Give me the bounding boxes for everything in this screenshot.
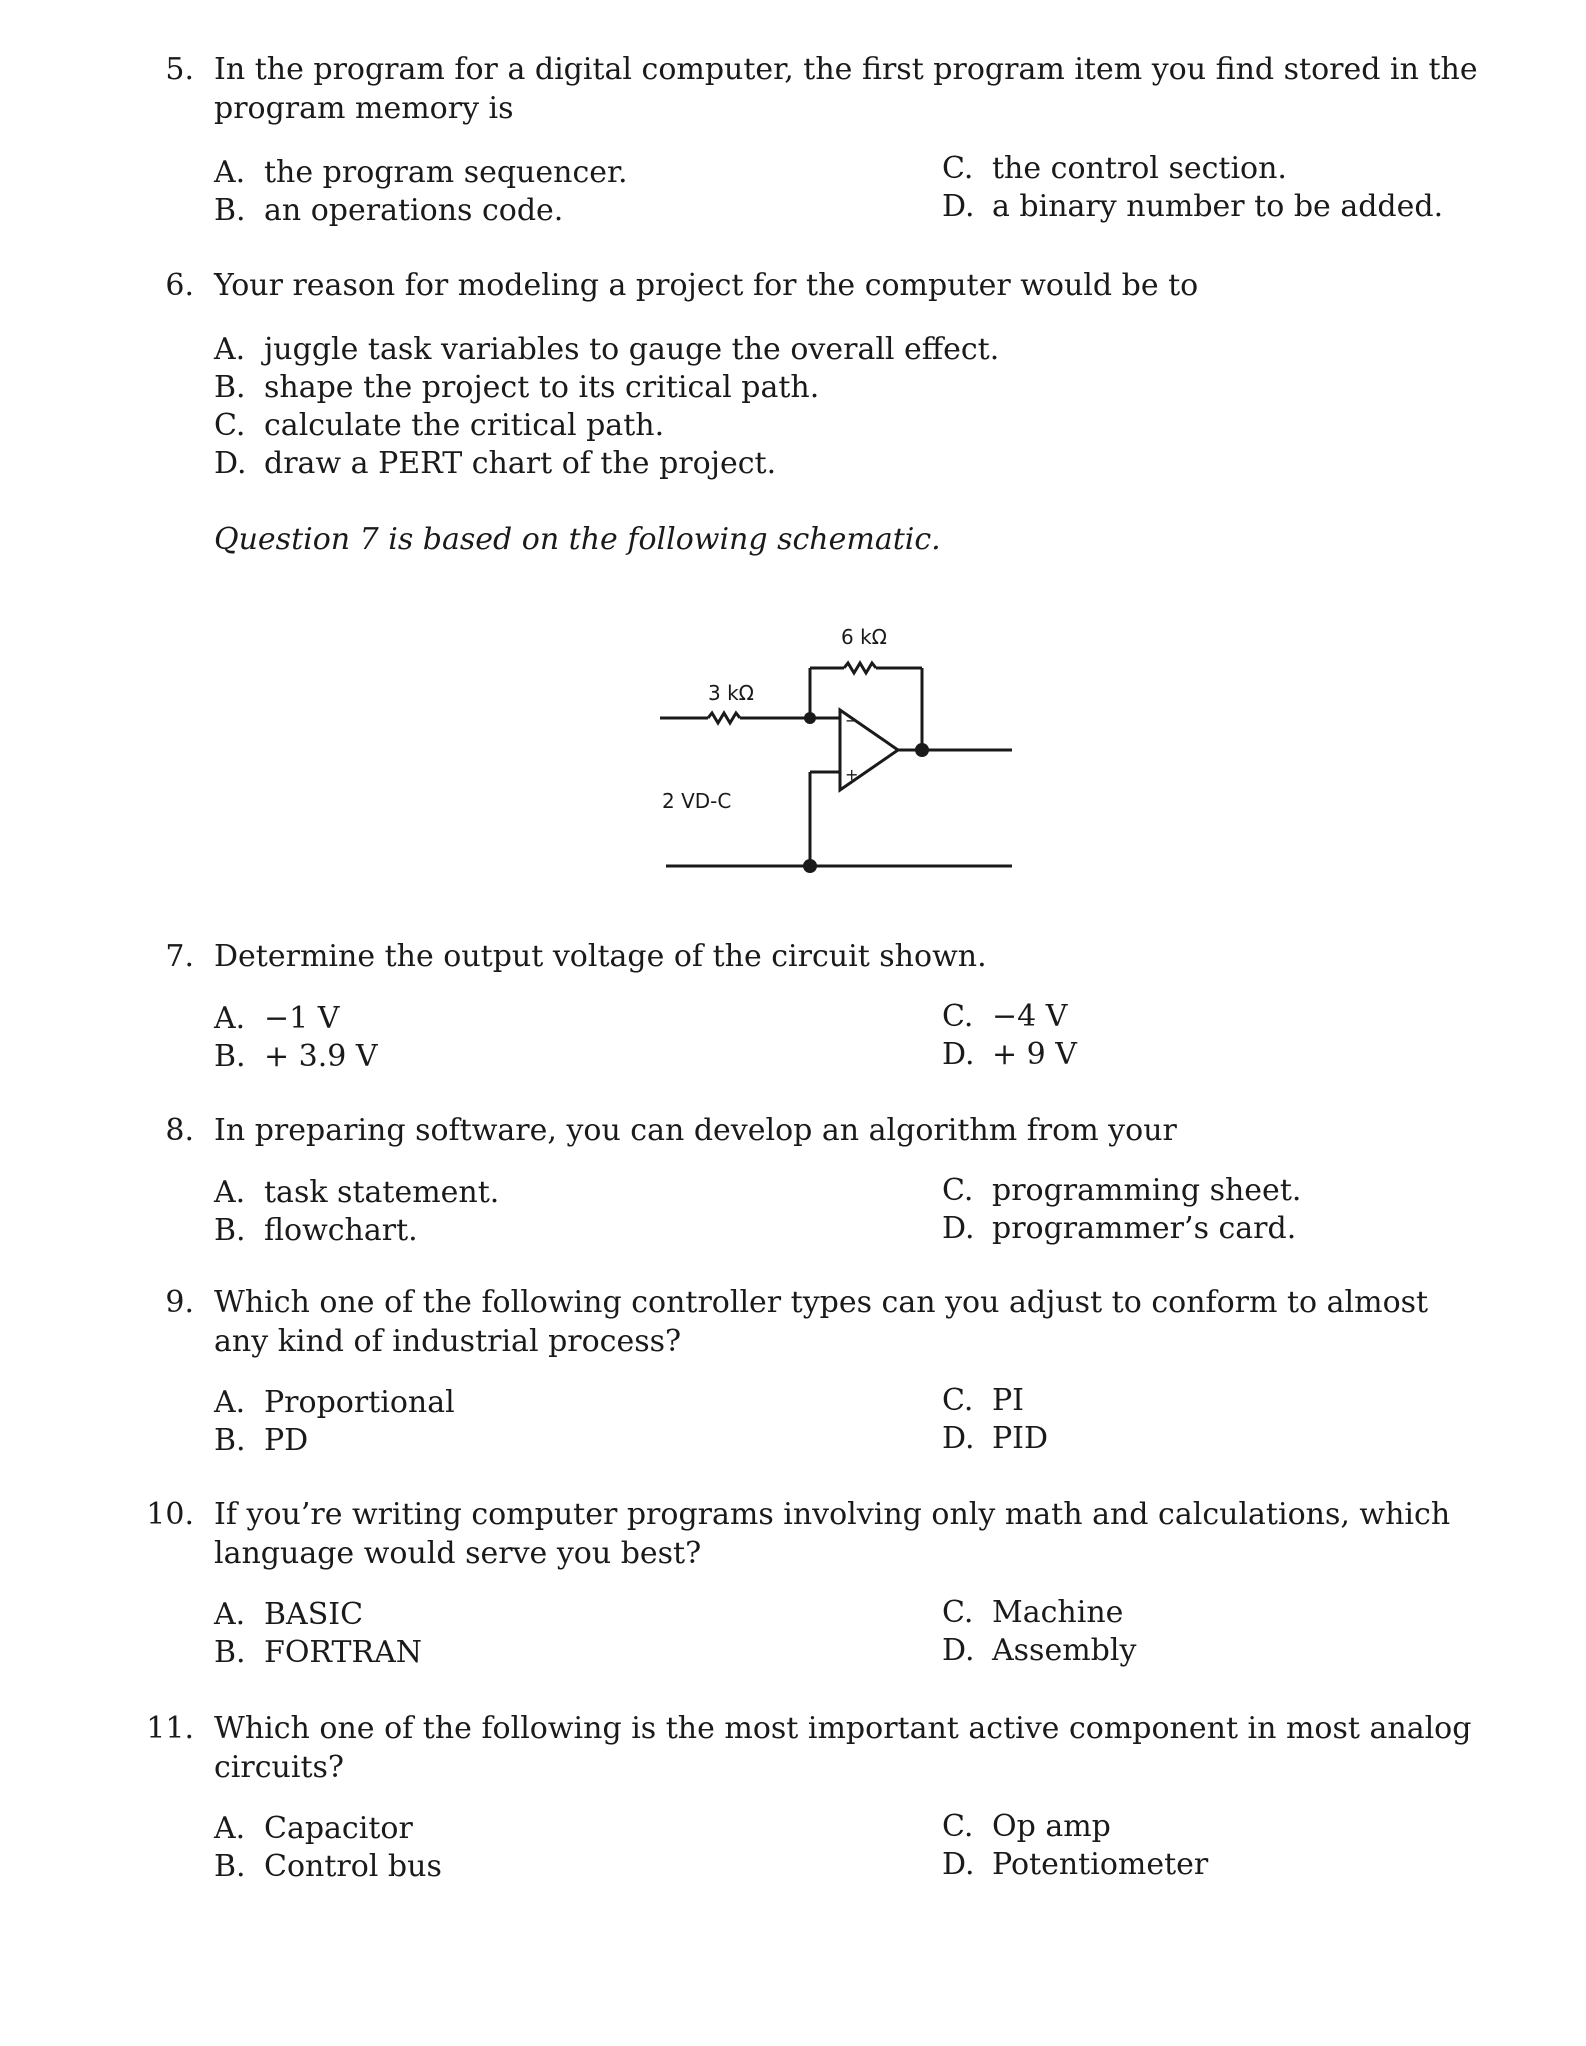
option-letter: B.	[214, 193, 246, 228]
option-letter: C.	[214, 408, 246, 443]
option-letter: C.	[942, 999, 974, 1034]
option-c[interactable]	[942, 1381, 1024, 1420]
option-letter: C.	[942, 1173, 974, 1208]
stem-line: Which one of the following is the most important active component in most analog	[214, 1711, 1472, 1746]
option-c[interactable]	[942, 1171, 1301, 1210]
option-letter: C.	[942, 1383, 974, 1418]
option-a[interactable]	[214, 1809, 413, 1848]
output-node	[915, 743, 929, 757]
option-c[interactable]	[214, 406, 664, 445]
option-letter: B.	[214, 1635, 246, 1670]
option-text: Op amp	[992, 1809, 1111, 1844]
option-d[interactable]	[942, 1631, 1136, 1670]
option-text: programming sheet.	[992, 1173, 1302, 1208]
question-number: 7.	[165, 939, 194, 974]
option-letter: D.	[942, 1847, 975, 1882]
question-number: 8.	[165, 1113, 194, 1148]
option-b[interactable]	[214, 1633, 422, 1672]
question-number: 6.	[165, 268, 194, 303]
option-b[interactable]	[214, 368, 819, 407]
question-number: 10.	[146, 1497, 194, 1532]
option-d[interactable]	[942, 1419, 1048, 1458]
option-text: PI	[992, 1383, 1025, 1418]
option-letter: A.	[214, 1001, 246, 1036]
option-a[interactable]	[214, 999, 339, 1038]
noninverting-symbol: +	[845, 765, 859, 784]
question-number: 9.	[165, 1285, 194, 1320]
option-text: + 3.9 V	[264, 1039, 378, 1074]
stem-line: program memory is	[214, 91, 514, 126]
option-text: Capacitor	[264, 1811, 413, 1846]
option-text: a binary number to be added.	[992, 189, 1444, 224]
option-d[interactable]	[214, 444, 776, 483]
source-label: 2 VD-C	[662, 789, 732, 813]
option-text: juggle task variables to gauge the overall effect.	[264, 332, 1000, 367]
stem-line: any kind of industrial process?	[214, 1324, 682, 1359]
question-stem	[214, 937, 1504, 976]
question-stem	[214, 266, 1504, 305]
option-text: programmer’s card.	[992, 1211, 1297, 1246]
option-d[interactable]	[942, 1035, 1077, 1074]
option-letter: C.	[942, 151, 974, 186]
option-text: the program sequencer.	[264, 155, 628, 190]
option-text: Proportional	[264, 1385, 455, 1420]
option-letter: A.	[214, 155, 246, 190]
schematic-intro: Question 7 is based on the following schematic.	[214, 522, 941, 557]
stem-line: circuits?	[214, 1750, 344, 1785]
option-a[interactable]	[214, 1595, 363, 1634]
option-a[interactable]	[214, 153, 628, 192]
option-a[interactable]	[214, 1173, 499, 1212]
stem-line: In the program for a digital computer, the first program item you find stored in the	[214, 52, 1478, 87]
option-b[interactable]	[214, 1847, 442, 1886]
option-text: + 9 V	[992, 1037, 1077, 1072]
question-stem	[214, 1283, 1504, 1361]
question-stem	[214, 1709, 1504, 1787]
inverting-symbol: −	[845, 711, 859, 730]
option-text: an operations code.	[264, 193, 564, 228]
option-letter: A.	[214, 1811, 246, 1846]
option-text: Potentiometer	[992, 1847, 1209, 1882]
stem-line: language would serve you best?	[214, 1536, 702, 1571]
option-letter: B.	[214, 1849, 246, 1884]
option-text: Control bus	[264, 1849, 442, 1884]
option-c[interactable]	[942, 1593, 1123, 1632]
option-c[interactable]	[942, 1807, 1111, 1846]
option-letter: A.	[214, 332, 246, 367]
input-resistor	[708, 713, 740, 723]
option-letter: C.	[942, 1595, 974, 1630]
option-text: BASIC	[264, 1597, 364, 1632]
option-text: PD	[264, 1423, 309, 1458]
option-a[interactable]	[214, 1383, 455, 1422]
option-letter: D.	[942, 1633, 975, 1668]
option-a[interactable]	[214, 330, 999, 369]
feedback-resistor-label: 6 kΩ	[841, 625, 887, 649]
option-b[interactable]	[214, 1211, 418, 1250]
option-b[interactable]	[214, 1421, 308, 1460]
option-text: −4 V	[992, 999, 1068, 1034]
option-letter: B.	[214, 1039, 246, 1074]
option-b[interactable]	[214, 1037, 378, 1076]
stem-line: Determine the output voltage of the circuit shown.	[214, 939, 987, 974]
option-letter: D.	[942, 1211, 975, 1246]
input-node	[804, 712, 816, 724]
feedback-resistor	[844, 663, 876, 673]
stem-line: In preparing software, you can develop an algorithm from your	[214, 1113, 1177, 1148]
option-letter: D.	[942, 1421, 975, 1456]
option-d[interactable]	[942, 1845, 1208, 1884]
stem-line: Which one of the following controller types can you adjust to conform to almost	[214, 1285, 1429, 1320]
option-letter: B.	[214, 1423, 246, 1458]
option-letter: B.	[214, 370, 246, 405]
option-letter: A.	[214, 1175, 246, 1210]
option-letter: A.	[214, 1597, 246, 1632]
option-text: −1 V	[264, 1001, 340, 1036]
question-stem	[214, 1495, 1504, 1573]
option-text: FORTRAN	[264, 1635, 422, 1670]
option-d[interactable]	[942, 187, 1443, 226]
option-text: Assembly	[992, 1633, 1137, 1668]
option-letter: A.	[214, 1385, 246, 1420]
option-text: flowchart.	[264, 1213, 418, 1248]
option-d[interactable]	[942, 1209, 1296, 1248]
option-c[interactable]	[942, 997, 1067, 1036]
option-text: calculate the critical path.	[264, 408, 665, 443]
question-stem	[214, 50, 1504, 128]
option-text: task statement.	[264, 1175, 500, 1210]
option-text: PID	[992, 1421, 1049, 1456]
option-letter: C.	[942, 1809, 974, 1844]
option-text: the control section.	[992, 151, 1287, 186]
option-letter: B.	[214, 1213, 246, 1248]
question-number: 5.	[165, 52, 194, 87]
option-b[interactable]	[214, 191, 563, 230]
option-text: shape the project to its critical path.	[264, 370, 820, 405]
option-text: Machine	[992, 1595, 1124, 1630]
question-stem	[214, 1111, 1504, 1150]
input-resistor-label: 3 kΩ	[708, 681, 754, 705]
option-text: draw a PERT chart of the project.	[264, 446, 777, 481]
stem-line: Your reason for modeling a project for the computer would be to	[214, 268, 1199, 303]
ground-node	[803, 859, 817, 873]
option-letter: D.	[942, 189, 975, 224]
option-letter: D.	[942, 1037, 975, 1072]
question-number: 11.	[146, 1711, 194, 1746]
option-letter: D.	[214, 446, 247, 481]
stem-line: If you’re writing computer programs involving only math and calculations, which	[214, 1497, 1451, 1532]
option-c[interactable]	[942, 149, 1287, 188]
op-amp-schematic	[640, 600, 1020, 890]
